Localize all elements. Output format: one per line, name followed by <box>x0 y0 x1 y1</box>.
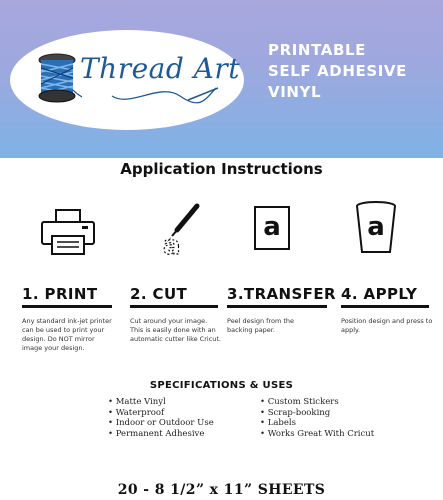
step-transfer-description: Peel design from the backing paper. <box>227 317 295 334</box>
logo-text: Thread Art <box>80 52 241 85</box>
card-letter: a <box>263 212 281 242</box>
step-apply-rule <box>341 305 429 308</box>
step-print-description: Any standard ink-jet printer can be used to print your design. Do NOT mirror image your design. <box>22 317 112 352</box>
spec-item: • Labels <box>260 418 374 429</box>
specs-left-list <box>108 397 214 439</box>
step-cut-description: Cut around your image. This is easily done with an automatic cutter like Cricut. <box>130 317 221 343</box>
spec-item: • Waterproof <box>108 408 214 419</box>
instructions-title: Application Instructions <box>120 160 323 178</box>
step-transfer-rule <box>227 305 327 308</box>
needle-swirl-icon <box>110 82 220 108</box>
spec-item: • Permanent Adhesive <box>108 429 214 440</box>
header-banner <box>0 0 443 158</box>
tagline-line-1: PRINTABLE <box>268 41 366 59</box>
spec-item: • Indoor or Outdoor Use <box>108 418 214 429</box>
step-transfer-title: 3.TRANSFER <box>227 285 336 303</box>
sheet-count-label: 20 - 8 1/2” x 11” SHEETS <box>117 482 326 498</box>
step-apply-description: Position design and press to apply. <box>341 317 433 334</box>
tagline-line-3: VINYL <box>268 83 322 101</box>
thread-spool-icon <box>32 50 82 106</box>
spec-item: • Scrap-booking <box>260 408 374 419</box>
product-tagline <box>268 40 438 103</box>
svg-text:a: a <box>163 231 181 258</box>
cup-letter: a <box>367 212 385 242</box>
specs-title: SPECIFICATIONS & USES <box>149 380 294 391</box>
step-print-title: 1. PRINT <box>22 285 98 303</box>
tagline-line-2: SELF ADHESIVE <box>268 62 407 80</box>
step-print-rule <box>22 305 112 308</box>
spec-item: • Works Great With Cricut <box>260 429 374 440</box>
specs-right-list <box>260 397 374 439</box>
printer-icon <box>40 208 96 256</box>
step-cut-title: 2. CUT <box>130 285 188 303</box>
step-cut-rule <box>130 305 218 308</box>
letter-a-card-icon <box>254 206 290 250</box>
spec-item: • Custom Stickers <box>260 397 374 408</box>
step-apply-title: 4. APPLY <box>341 285 418 303</box>
knife-cut-icon <box>155 200 207 258</box>
spec-item: • Matte Vinyl <box>108 397 214 408</box>
